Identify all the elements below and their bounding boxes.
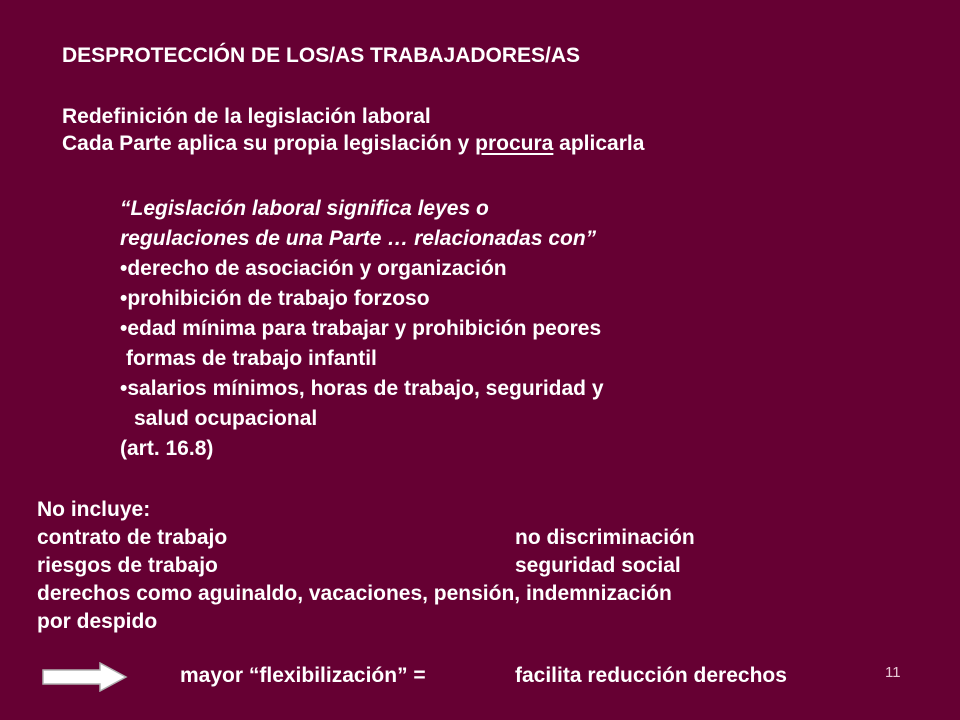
no-incluye-row-1	[37, 524, 695, 552]
page-number: 11	[885, 664, 901, 681]
subtitle-underlined-word: procura	[475, 132, 554, 155]
subtitle-line-1: Redefinición de la legislación laboral	[62, 105, 431, 128]
no-incluye-heading: No incluye:	[37, 498, 151, 521]
no-incluye-item-seguridad-social: seguridad social	[515, 554, 681, 577]
subtitle-text-after: aplicarla	[553, 132, 645, 155]
conclusion-left: mayor “flexibilización” =	[180, 664, 426, 687]
conclusion-line	[180, 662, 787, 690]
bullet-item-1: •derecho de asociación y organización	[120, 257, 507, 280]
no-incluye-row-2	[37, 552, 681, 580]
no-incluye-row-4: por despido	[37, 610, 158, 633]
subtitle-line-2	[62, 131, 644, 157]
quote-line-1: “Legislación laboral significa leyes o	[120, 197, 489, 220]
no-incluye-section	[37, 496, 695, 636]
right-arrow-icon	[42, 662, 128, 697]
article-reference: (art. 16.8)	[120, 437, 214, 460]
no-incluye-item-contrato: contrato de trabajo	[37, 526, 228, 549]
subtitle-text-before: Cada Parte aplica su propia legislación y	[62, 132, 476, 155]
bullet-item-3: •edad mínima para trabajar y prohibición peores	[120, 317, 602, 340]
bullet-item-4: •salarios mínimos, horas de trabajo, seguridad y	[120, 377, 604, 400]
conclusion-right: facilita reducción derechos	[515, 664, 787, 687]
quote-block	[120, 194, 604, 464]
slide-title: DESPROTECCIÓN DE LOS/AS TRABAJADORES/AS	[62, 44, 581, 67]
bullet-item-3-continuation: formas de trabajo infantil	[126, 347, 377, 370]
no-incluye-item-riesgos: riesgos de trabajo	[37, 554, 218, 577]
bullet-item-4-continuation: salud ocupacional	[134, 407, 318, 430]
bullet-item-2: •prohibición de trabajo forzoso	[120, 287, 430, 310]
no-incluye-row-3: derechos como aguinaldo, vacaciones, pensión, indemnización	[37, 582, 672, 605]
no-incluye-item-discriminacion: no discriminación	[515, 526, 695, 549]
quote-line-2: regulaciones de una Parte … relacionadas con”	[120, 227, 597, 250]
